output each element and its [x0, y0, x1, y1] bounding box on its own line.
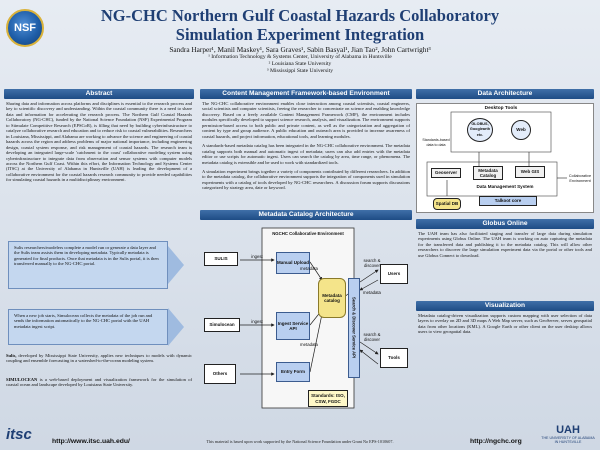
globus-node: GLOBUS, Googlearth etc.: [467, 118, 493, 142]
web-node: Web: [511, 120, 531, 140]
cmf-paragraph-2: A standards-based metadata catalog has been integrated in the NG-CHC collaborative environment. The metadata catalog supports both manual and automatic ingest of metadata; users can also add entries with the metadata editor or use scripts for automatic ingest. Users can search the catalog by area, time range, or phenomena. The metadata catalog is extensible and be used to work with standardized tools.: [202, 143, 410, 165]
manual-upload-box: Manual Upload: [276, 252, 310, 274]
uah-logo-mark: UAH: [556, 424, 580, 436]
search-label-2: search & discover: [363, 332, 381, 342]
geoserver-box: Geoserver: [431, 168, 461, 178]
standards-box: Standards: ISO, CSW, FGDC: [308, 390, 348, 407]
footer: [0, 432, 600, 450]
simulocean-box: Simulocean: [204, 318, 240, 332]
others-box: Others: [204, 364, 236, 384]
catalog-heading: Metadata Catalog Architecture: [200, 210, 412, 220]
nsf-logo: [6, 9, 44, 47]
data-architecture-diagram: [416, 103, 594, 213]
ingest-service-box: Ingest Service API: [276, 312, 310, 340]
simulocean-note: [6, 377, 192, 388]
metadata-label-1: metadata: [300, 266, 318, 271]
simulocean-callout: When a new job starts, Simulocean collects the metadata of the job run and sends the information automatically to the NG-CHC portal with the UAH metadata ingest script.: [8, 309, 168, 345]
simulocean-callout-arrow: [168, 308, 184, 346]
author-block: [60, 45, 540, 75]
itsc-url-link[interactable]: http://www.itsc.uah.edu/: [52, 438, 130, 445]
search-discover-api: Search & Discover Service API: [348, 278, 360, 378]
affiliation-2: ² Louisiana State University: [268, 61, 332, 67]
catalog-diagram: [200, 222, 412, 417]
sulis-note: [6, 353, 192, 364]
poster-title: [75, 6, 525, 44]
cmf-heading: Content Management Framework-based Environment: [200, 89, 412, 99]
funding-note: This material is based upon work supported by the National Science Foundation under Grant No EPS-1010607.: [206, 439, 394, 444]
cmf-body: [202, 101, 410, 195]
sulis-box: SULIS: [204, 252, 238, 266]
metadata-catalog-db: Metadata catalog: [318, 278, 346, 318]
sulis-callout-arrow: [168, 246, 184, 284]
simulocean-note-text: is a web-based deployment and visualization framework for the simulation of coastal ocean and landscape developed by Louisiana State University.: [6, 377, 192, 388]
cmf-paragraph-1: The NG-CHC collaborative environment enables close interaction among coastal scientists, coastal engineers, social scientists and computer scientists, freeing the researcher to concentrate on science and enabling knowledge discovery. Based on a freely available Content Management Framework (CMF), the environment includes modules specifically developed to support science research, analysis, and visualization. The environment supports permission-based access to both public and private content, as well as the categorization and aggregation of content by type and group audience. A public education and outreach area is provided to increase awareness of coastal hazards, and project information, educational tools, and learning modules.: [202, 101, 410, 139]
uah-logo: [540, 425, 596, 447]
simulocean-note-label: SIMULOCEAN: [6, 377, 38, 382]
visualization-body: Metadata catalog-driven visualization supports custom mapping with user selection of data layers to overlay on 2D and 3D maps A Web Map server, such as GeoServer, serves geospatial data from other locations (KML). A Google Earth or other client on the user desktop allows users to view geospatial data.: [418, 313, 592, 335]
nsf-logo-text: NSF: [14, 22, 36, 34]
author-list: Sandra Harper¹, Manil Maskey¹, Sara Graves¹, Sabin Basyal¹, Jian Tao², John Cartwright³: [169, 45, 431, 54]
environment-title: NGCHC Collaborative Environment: [272, 231, 344, 236]
ngchc-url-link[interactable]: http://ngchc.org: [470, 438, 522, 445]
sulis-callout: Sulis researchers/modelers complete a model run or generate a data layer and the Sulis team assists them in developing metadata. Typically metadata is generated for final products. Once that metadata is in the Sulis portal, it is then transferred manually to the NG-CHC portal.: [8, 241, 168, 289]
affiliation-3: ³ Mississippi State University: [266, 68, 334, 74]
ingest-label-1: ingest: [251, 254, 263, 259]
standards-based-label: Standards-based data to data: [422, 138, 450, 147]
globus-online-heading: Globus Online: [416, 219, 594, 229]
data-architecture-heading: Data Architecture: [416, 89, 594, 99]
spatial-db: Spatial DB: [433, 198, 461, 210]
metadata-label-2: metadata: [300, 342, 318, 347]
metadata-label-3: metadata: [363, 290, 381, 295]
data-management-label: Data Management System: [476, 184, 534, 189]
talkoot-core-box: Talkoot core: [479, 196, 537, 206]
sulis-note-label: Sulis,: [6, 353, 17, 358]
cmf-paragraph-3: A simulation experiment brings together a variety of components contributed by different researchers. In addition to the metadata catalog, the collaborative environment supports the integration of components used in simulation experiments with a catalog of tools developed by NG-CHC researchers. A discussion forum supports discussions categorized by strategy area, date or keyword.: [202, 168, 410, 191]
arch-metadata-catalog-box: Metadata Catalog: [473, 166, 503, 180]
abstract-body: Sharing data and information across platforms and disciplines is essential to the research process and key to scientific discovery and understanding. Within the coastal community there is a need to share data and information for accelerating the research process. The Northern Gulf Coastal Hazards Collaboratory (NG-CHC), funded by the National Science Foundation (NSF) Experimental Program to Stimulate Competitive Research (EPSCoR), is filling that need by building cyberinfrastructure to catalyze collaborative research and education and to reduce risk to coastal vulnerabilities. Researchers in Louisiana, Mississippi, and Alabama are working to advance the science and engineering of coastal hazards across the region and address problems of major national importance, including engineering design, coastal system response, and risk management of coastal hazards. The research team is developing an integrated large-scale 'catchment to the coast' collaborative modeling system using cyberinfrastructure to integrate data from observation and sensor systems with computer models across the Northern Gulf Coast. Within this effort, the Information Technology and Systems Center (ITSC) at the University of Alabama in Huntsville (UAH) is leading the development of a collaborative environment for the coastal hazards research community to provide needed capabilities for simulating coastal hazards in a multidisciplinary environment.: [6, 101, 192, 183]
abstract-heading: Abstract: [4, 89, 194, 99]
sulis-note-text: developed by Mississippi State University, applies new techniques to models with dynamic coupling and ensemble forecasting in a watershed-to-the-ocean modeling system.: [6, 353, 192, 364]
uah-logo-name: THE UNIVERSITY OF ALABAMA IN HUNTSVILLE: [541, 436, 595, 445]
search-label-1: search & discover: [363, 258, 381, 268]
itsc-logo: itsc: [6, 426, 32, 443]
title-line-1: NG-CHC Northern Gulf Coastal Hazards Collaboratory: [100, 6, 500, 25]
title-line-2: Simulation Experiment Integration: [175, 25, 425, 44]
globus-online-body: The UAH team has also facilitated staging and transfer of large data during simulation experiments using Globus Online. The UAH team is working on auto capturing the metadata for the transferred data and publishing it to the metadata catalog. This will allow other researchers to discover the large simulation experiment data via the portal or other tools and use Globus Connect to download.: [418, 231, 592, 258]
tools-box: Tools: [380, 348, 408, 368]
users-box: Users: [380, 264, 408, 284]
desktop-tools-label: Desktop Tools: [484, 106, 518, 111]
collaborative-environment-label: Collaborative Environment: [568, 174, 592, 183]
affiliation-1: ¹ Information Technology & Systems Center, University of Alabama in Huntsville: [208, 54, 392, 60]
entry-form-box: Entry Form: [276, 362, 310, 382]
ingest-label-2: ingest: [251, 319, 263, 324]
visualization-heading: Visualization: [416, 301, 594, 311]
web-gis-box: Web GIS: [515, 166, 545, 178]
